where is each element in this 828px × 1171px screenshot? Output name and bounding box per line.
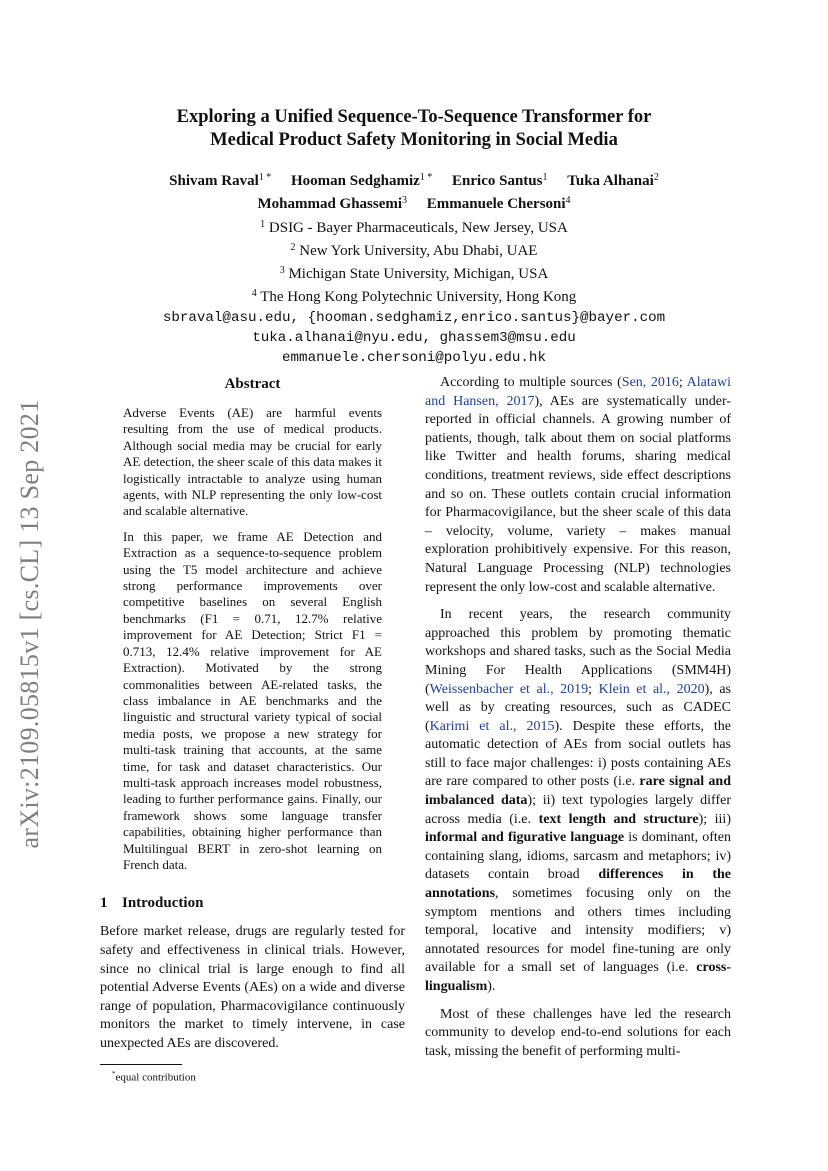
author-name: Emmanuele Chersoni <box>426 196 566 213</box>
abstract-paragraph: In this paper, we frame AE Detection and Extraction as a sequence-to-sequence problem using the T5 model architecture and achieve strong performance improvements over competitive baselines on several English benchmarks (F1 = 0.71, 12.7% relative improvement for AE Detection; Strict F1 = 0.713, 12.4% relative improvement for AE Extraction). Motivated by the strong commonalities between AE-related tasks, the class imbalance in AE benchmarks and the linguistic and structural variety typical of social media posts, we propose a new strategy for multi-task training that accounts, at the same time, for task and dataset characteristics. Our multi-task approach increases model robustness, leading to further performance gains. Finally, our framework shows some language transfer capabilities, obtaining higher performance than Multilingual BERT in zero-shot learning on French data. <box>123 528 382 872</box>
title-line-2: Medical Product Safety Monitoring in Social Media <box>210 130 618 150</box>
citation-link[interactable]: Klein et al., 2020 <box>598 681 705 697</box>
body-paragraph: Most of these challenges have led the research community to develop end-to-end solutions for each task, missing the benefit of performing multi- <box>425 1006 731 1059</box>
intro-paragraph: Before market release, drugs are regularly tested for safety and effectiveness in clinical trials. However, since no clinical trial is large enough to find all potential Adverse Events (AEs) on a wide and diverse range of population, Pharmacovigilance continuously monitors the market to timely intervene, in case unexpected AEs are discovered. <box>100 924 405 1051</box>
author-line-2: Mohammad Ghassemi$^3$ Emmanuele Chersoni$^4$ <box>257 195 571 213</box>
author-name: Shivam Raval <box>169 173 259 189</box>
bold-term: cross-lingualism <box>425 960 731 994</box>
author-name: Enrico Santus <box>452 173 543 189</box>
bold-term: text length and structure <box>538 811 699 827</box>
arxiv-identifier: arXiv:2109.05815v1 [cs.CL] 13 Sep 2021 <box>15 399 44 849</box>
section-heading-introduction: 1 Introduction <box>100 895 204 912</box>
footnote-rule <box>100 1064 182 1065</box>
affiliation: $^2$ New York University, Abu Dhabi, UAE <box>290 241 538 259</box>
abstract-body <box>100 405 405 873</box>
email-line[interactable]: sbraval@asu.edu, {hooman.sedghamiz,enrico.santus}@bayer.com <box>162 309 666 326</box>
author-name: Hooman Sedghamiz <box>291 173 420 189</box>
abstract-heading: Abstract <box>224 376 281 392</box>
title-line-1: Exploring a Unified Sequence-To-Sequence Transformer for <box>176 107 652 127</box>
email-line[interactable]: emmanuele.chersoni@polyu.edu.hk <box>282 350 546 367</box>
citation-link[interactable]: Weissenbacher et al., 2019 <box>429 681 589 697</box>
bold-term: differences in the annotations <box>425 867 731 902</box>
citation-link[interactable]: Sen, 2016 <box>621 375 679 390</box>
citation-link[interactable]: Alatawi and Hansen, 2017 <box>425 375 731 409</box>
left-column <box>100 374 405 1084</box>
citation-link[interactable]: Karimi et al., 2015 <box>429 718 555 734</box>
email-line[interactable]: tuka.alhanai@nyu.edu, ghassem3@msu.edu <box>252 330 576 347</box>
author-block <box>100 168 728 369</box>
body-paragraph: In recent years, the research community approached this problem by promoting thematic workshops and shared tasks, such as the Social Media Mining For Health Applications (SMM4H) (Weissenbacher et al., 2019; Klein et al., 2020), as well as by creating resources, such as CADEC (Karimi et al., 2015). Despite these efforts, the automatic detection of AEs from social outlets has still to face major challenges: i) posts containing AEs are rare compared to other posts (i.e. rare signal and imbalanced data); ii) text typologies largely differ across media (i.e. text length and structure); iii) informal and figurative language is dominant, often containing slang, idioms, sarcasm and metaphors; iv) datasets contain broad differences in the annotations, sometimes focusing only on the symptom mentions and others times including temporal, locative and intensity modifiers; v) annotated resources for model fine-tuning are only available for a small set of languages (i.e. cross-lingualism). <box>425 607 732 994</box>
author-name: Mohammad Ghassemi <box>257 196 403 213</box>
affiliation: $^1$ DSIG - Bayer Pharmaceuticals, New Jersey, USA <box>260 218 568 236</box>
bold-term: informal and figurative language <box>425 830 625 846</box>
author-name: Tuka Alhanai <box>567 173 654 189</box>
affiliation: $^4$ The Hong Kong Polytechnic University, Hong Kong <box>251 288 577 306</box>
intro-body <box>100 923 405 1053</box>
abstract-paragraph: Adverse Events (AE) are harmful events resulting from the use of medical products. Although social media may be crucial for early AE detection, the sheer scale of this data makes it logistically intractable to analyze using human agents, with NLP representing the only low-cost and scalable alternative. <box>123 405 382 519</box>
author-line-1: Shivam Raval$^{1 *}$ Hooman Sedghamiz$^{1 *}$ Enrico Santus$^1$ Tuka Alhanai$^2$ <box>169 172 659 189</box>
affiliation: $^3$ Michigan State University, Michigan, USA <box>279 265 549 283</box>
footnote: *equal contribution <box>112 1069 196 1084</box>
right-column <box>425 374 731 1070</box>
paper-title <box>100 106 728 152</box>
body-paragraph: According to multiple sources (Sen, 2016; Alatawi and Hansen, 2017), AEs are systematically under-reported in official channels. A growing number of patients, though, talk about them on social platforms like Twitter and health forums, sharing medical conditions, treatment reviews, side effect descriptions and so on. These outlets contain crucial information for Pharmacovigilance, but the sheer scale of this data – velocity, volume, variety – makes manual exploration prohibitively expensive. For this reason, Natural Language Processing (NLP) technologies represent the only low-cost and scalable alternative. <box>425 375 732 595</box>
bold-term: rare signal and imbalanced data <box>425 774 731 809</box>
